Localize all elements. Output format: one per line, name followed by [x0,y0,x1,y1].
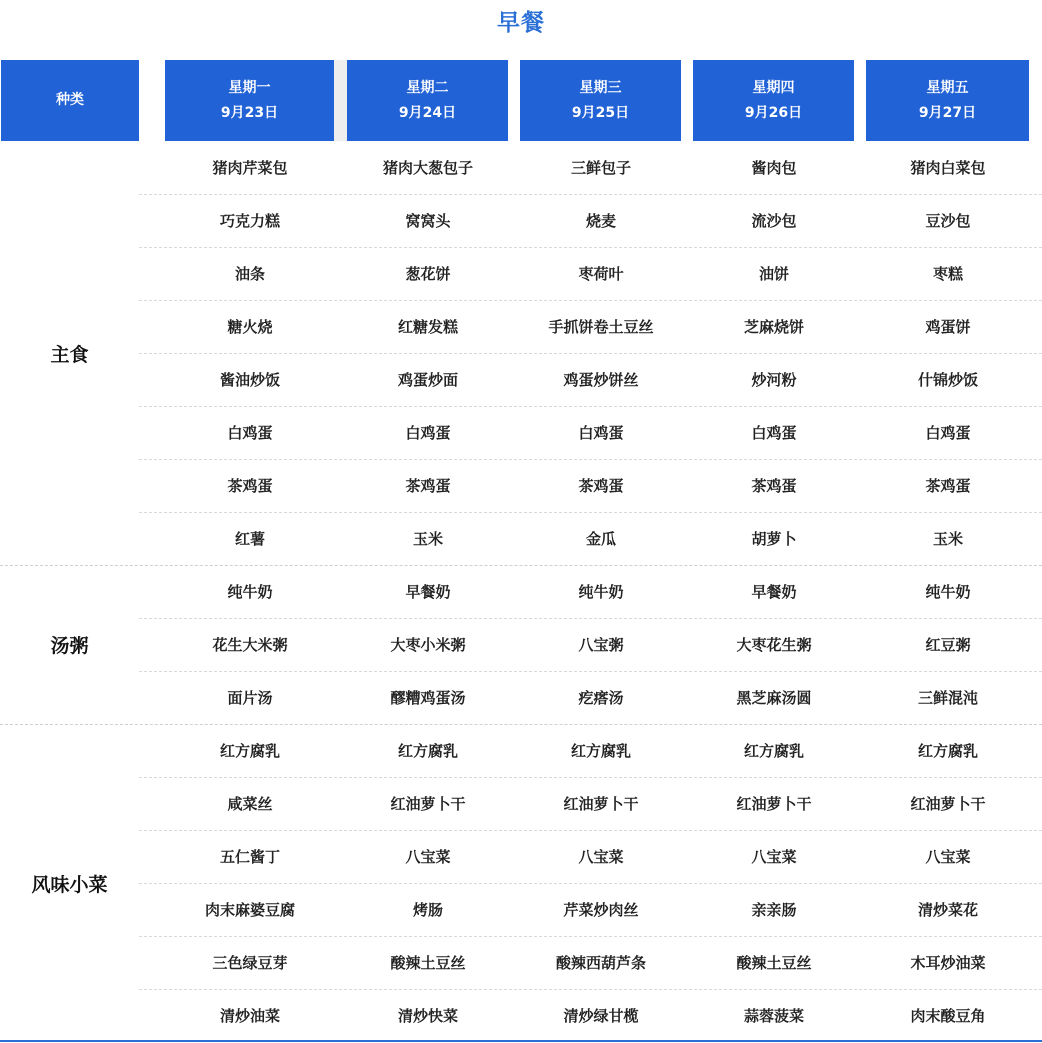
menu-cell: 八宝菜 [405,848,451,866]
menu-cell: 枣荷叶 [578,265,624,283]
menu-cell: 大枣小米粥 [390,636,466,654]
menu-cell: 纯牛奶 [925,583,971,601]
menu-cell: 油饼 [758,265,789,283]
menu-cell: 烤肠 [412,901,443,919]
header-day-wed [520,60,681,141]
menu-cell: 三色绿豆芽 [212,954,288,972]
menu-cell: 红糖发糕 [397,318,458,336]
menu-cell: 五仁酱丁 [219,848,280,866]
menu-cell: 白鸡蛋 [405,424,451,442]
menu-cell: 猪肉大葱包子 [382,159,473,177]
menu-cell: 芹菜炒肉丝 [563,901,639,919]
menu-cell: 什锦炒饭 [917,371,978,389]
menu-cell: 白鸡蛋 [227,424,273,442]
menu-cell: 茶鸡蛋 [925,477,971,495]
menu-cell: 红方腐乳 [397,742,458,760]
menu-cell: 疙瘩汤 [578,689,624,707]
menu-cell: 八宝菜 [578,848,624,866]
menu-cell: 猪肉白菜包 [910,159,986,177]
menu-cell: 蒜蓉菠菜 [743,1007,804,1025]
menu-cell: 纯牛奶 [578,583,624,601]
menu-cell: 红豆粥 [925,636,971,654]
menu-cell: 流沙包 [751,212,797,230]
menu-cell: 鸡蛋炒饼丝 [563,371,639,389]
menu-cell: 白鸡蛋 [578,424,624,442]
header-weekday: 星期二 [406,79,449,96]
menu-cell: 红油萝卜干 [736,795,812,813]
menu-cell: 枣糕 [932,265,963,283]
menu-cell: 芝麻烧饼 [743,318,804,336]
menu-cell: 红油萝卜干 [563,795,639,813]
header-day-tue [347,60,508,141]
header-weekday: 星期四 [752,79,795,96]
menu-cell: 八宝菜 [925,848,971,866]
menu-cell: 清炒菜花 [917,901,978,919]
menu-cell: 面片汤 [227,689,273,707]
menu-cell: 咸菜丝 [227,795,273,813]
menu-cell: 白鸡蛋 [751,424,797,442]
menu-cell: 亲亲肠 [751,901,797,919]
menu-cell: 清炒油菜 [219,1007,280,1025]
header-divider [334,60,347,141]
menu-cell: 猪肉芹菜包 [212,159,288,177]
menu-cell: 肉末酸豆角 [910,1007,986,1025]
menu-cell: 玉米 [932,530,963,548]
menu-cell: 白鸡蛋 [925,424,971,442]
menu-cell: 肉末麻婆豆腐 [204,901,295,919]
header-day-thu [693,60,854,141]
menu-cell: 红薯 [234,530,265,548]
header-day-mon [165,60,334,141]
menu-cell: 窝窝头 [405,212,451,230]
menu-cell: 红方腐乳 [570,742,631,760]
header-day-fri [866,60,1029,141]
table-bottom-rule [0,1040,1042,1042]
category-label: 汤粥 [50,635,89,657]
menu-cell: 茶鸡蛋 [405,477,451,495]
header-date: 9月23日 [220,104,279,121]
menu-cell: 早餐奶 [405,583,451,601]
menu-cell: 油条 [234,265,265,283]
category-label: 主食 [50,343,89,366]
menu-cell: 鸡蛋炒面 [397,371,458,389]
menu-cell: 茶鸡蛋 [227,477,273,495]
header-category-label: 种类 [56,92,84,108]
menu-cell: 玉米 [412,530,443,548]
header-category [1,60,139,141]
menu-cell: 早餐奶 [751,583,797,601]
header-date: 9月24日 [398,104,457,121]
menu-cell: 酱油炒饭 [219,371,280,389]
menu-cell: 巧克力糕 [219,212,280,230]
menu-cell: 纯牛奶 [227,583,273,601]
header-date: 9月25日 [571,104,630,121]
menu-cell: 红方腐乳 [917,742,978,760]
menu-cell: 木耳炒油菜 [910,954,986,972]
menu-cell: 黑芝麻汤圆 [736,689,812,707]
menu-cell: 三鲜包子 [570,159,631,177]
header-date: 9月27日 [918,104,977,121]
menu-cell: 三鲜混沌 [917,689,978,707]
menu-cell: 手抓饼卷土豆丝 [548,318,654,336]
menu-cell: 糖火烧 [227,318,273,336]
menu-cell: 酱肉包 [751,159,797,177]
menu-cell: 八宝菜 [751,848,797,866]
menu-cell: 豆沙包 [925,212,971,230]
menu-cell: 金瓜 [585,530,616,548]
header-date: 9月26日 [744,104,803,121]
page-title: 早餐 [497,10,545,36]
header-weekday: 星期一 [228,79,271,96]
header-weekday: 星期五 [926,79,969,96]
category-label: 风味小菜 [31,873,108,896]
menu-cell: 茶鸡蛋 [578,477,624,495]
menu-cell: 茶鸡蛋 [751,477,797,495]
menu-cell: 花生大米粥 [212,636,288,654]
menu-cell: 炒河粉 [751,371,797,389]
menu-cell: 大枣花生粥 [736,636,812,654]
menu-cell: 清炒快菜 [397,1007,458,1025]
header-weekday: 星期三 [579,79,622,96]
menu-cell: 葱花饼 [405,265,451,283]
menu-cell: 酸辣土豆丝 [390,954,466,972]
menu-cell: 红油萝卜干 [390,795,466,813]
menu-cell: 红方腐乳 [743,742,804,760]
menu-cell: 红油萝卜干 [910,795,986,813]
menu-cell: 胡萝卜 [751,530,797,548]
menu-cell: 醪糟鸡蛋汤 [390,689,466,707]
menu-cell: 酸辣土豆丝 [736,954,812,972]
menu-cell: 红方腐乳 [219,742,280,760]
menu-cell: 清炒绿甘榄 [563,1007,639,1025]
menu-cell: 鸡蛋饼 [925,318,971,336]
menu-cell: 酸辣西葫芦条 [555,954,646,972]
menu-cell: 八宝粥 [578,636,624,654]
menu-cell: 烧麦 [585,212,616,230]
